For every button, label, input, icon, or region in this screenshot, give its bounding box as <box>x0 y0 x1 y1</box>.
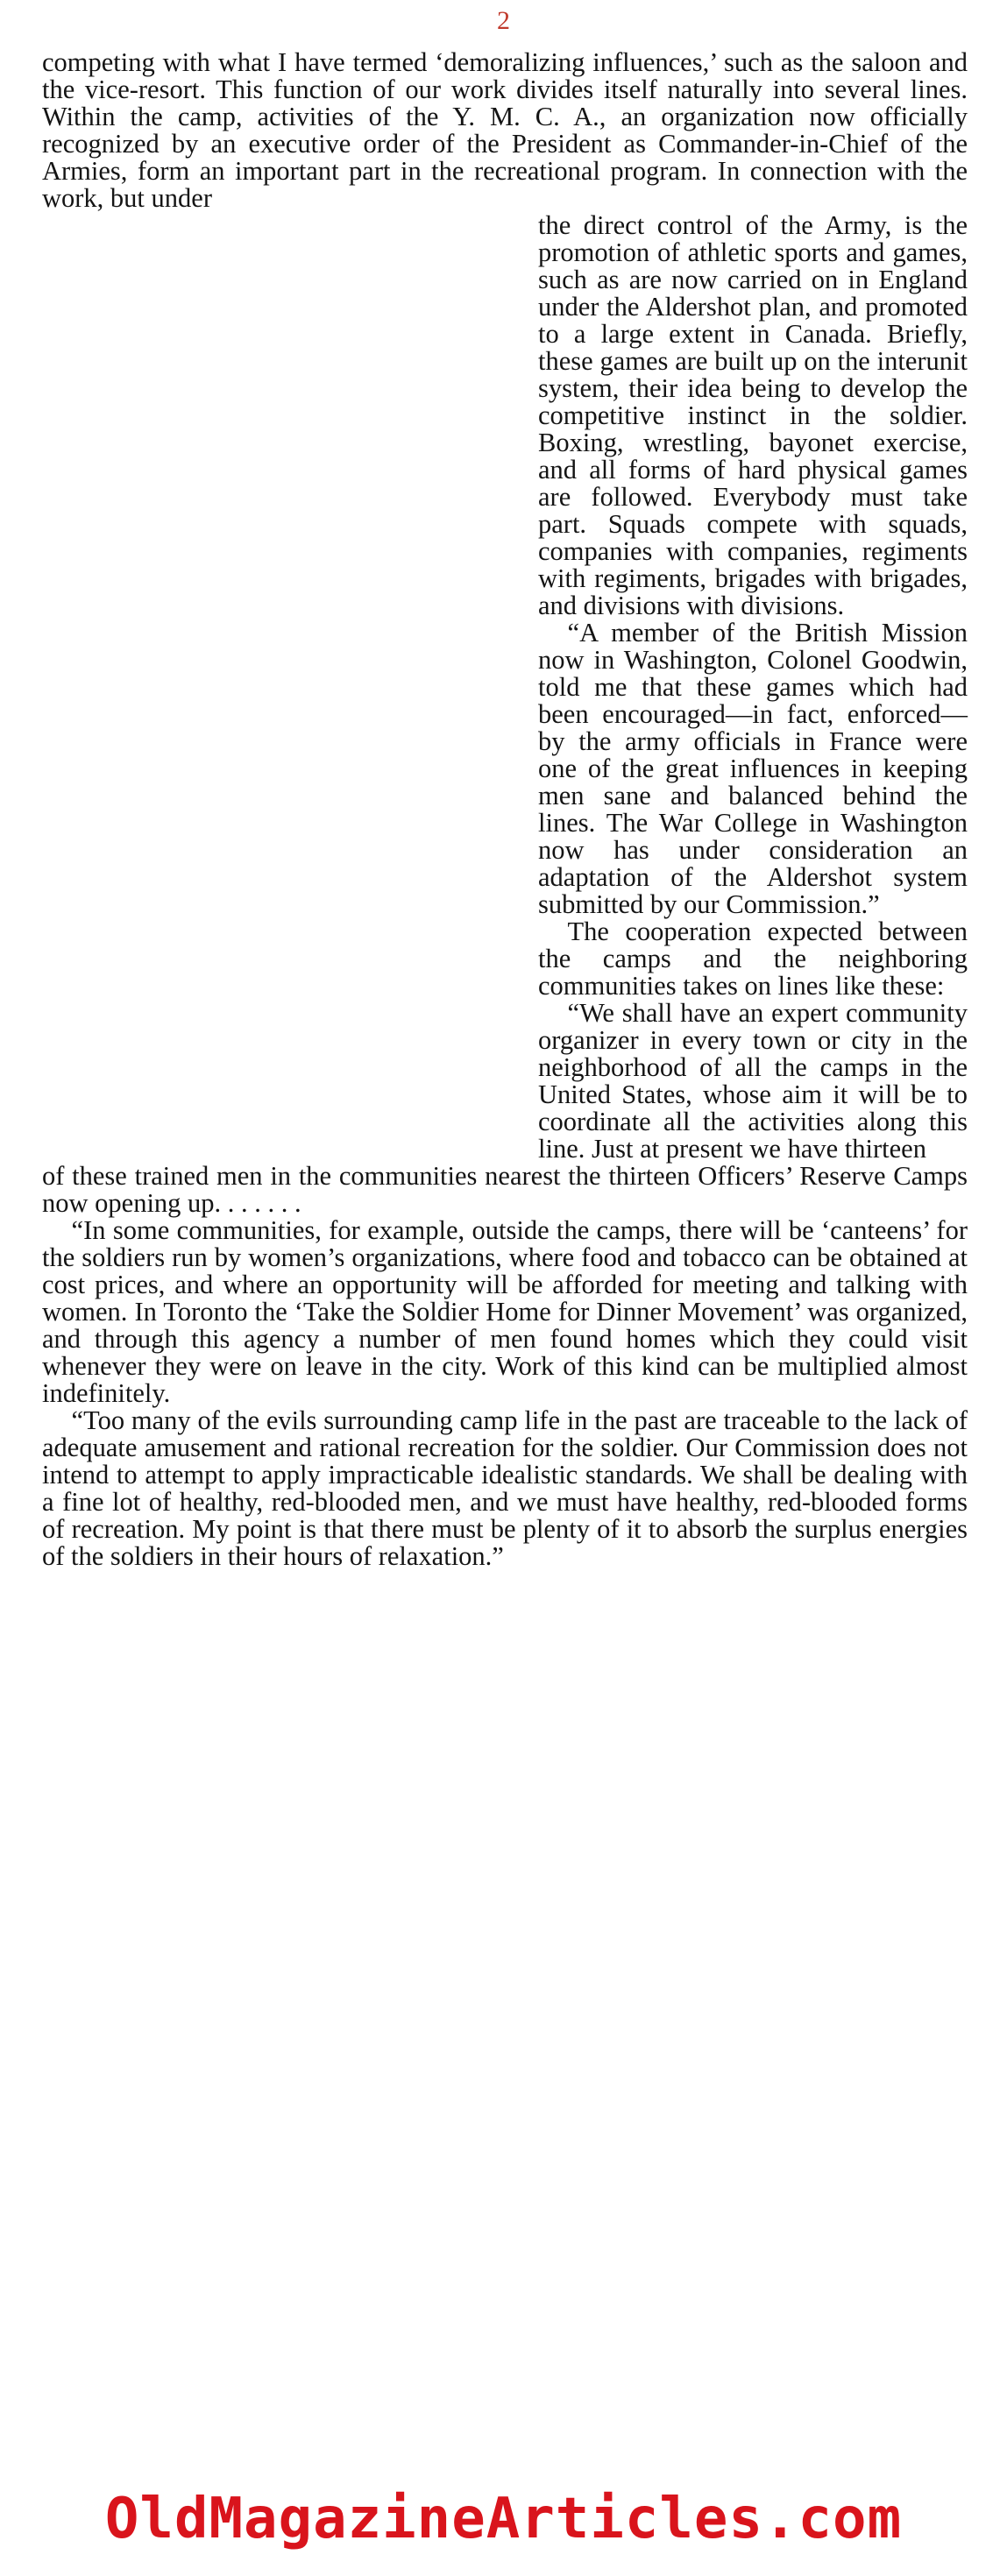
recreation-paragraph: “Too many of the evils surrounding camp life in the past are traceable to the lack of adequate amusement and rational recreation for the soldier. Our Commission does not intend to attempt to apply impracticable idealistic standards. We shall be dealing with a fine lot of healthy, red-blooded men, and we must have healthy, red-blooded forms of recreation. My point is that there must be plenty of it to absorb the surplus energies of the soldiers in their hours of relaxation.” <box>42 1405 968 1571</box>
athletics-paragraph: the direct control of the Army, is the promotion of athletic sports and games, such as are now carried on in England under the Aldershot plan, and promoted to a large extent in Canada. Briefly, these games are built up on the interunit system, their idea being to develop the competitive instinct in the soldier. Boxing, wrestling, bayonet exercise, and all forms of hard physical games are followed. Everybody must take part. Squads compete with squads, companies with companies, regiments with regiments, brigades with brigades, and divisions with divisions. <box>538 210 968 620</box>
british-mission-paragraph: “A member of the British Mission now in Washington, Colonel Goodwin, told me that these games which had been encouraged—in fact, enforced—by the army officials in France were one of the great influences in keeping men sane and balanced behind the lines. The War College in Washington now has under consideration an adaptation of the Aldershot system submitted by our Commission.” <box>538 618 968 919</box>
intro-paragraph: competing with what I have termed ‘demoralizing influences,’ such as the saloon and the vice-resort. This function of our work divides itself naturally into several lines. Within the camp, activities of the Y. M. C. A., an organization now officially recognized by an executive order of the President as Commander-in-Chief of the Armies, form an important part in the recreational program. In connection with the work, but under <box>42 47 968 213</box>
article-body <box>42 49 968 1570</box>
site-watermark[interactable]: OldMagazineArticles.com <box>104 2487 903 2551</box>
community-organizer-paragraph: “We shall have an expert community organizer in every town or city in the neighborhood of all the camps in the United States, whose aim it will be to coordinate all the activities along this line. Just at present we have thirteen <box>538 998 968 1164</box>
full-width-tail <box>42 1163 968 1570</box>
narrow-column <box>538 212 968 1163</box>
page-number: 2 <box>497 6 510 35</box>
cooperation-paragraph: The cooperation expected between the camps and the neighboring communities takes on lines like these: <box>538 916 968 1001</box>
canteens-paragraph: “In some communities, for example, outside the camps, there will be ‘canteens’ for the soldiers run by women’s organizations, where food and tobacco can be obtained at cost prices, and where an opportunity will be afforded for meeting and talking with women. In Toronto the ‘Take the Soldier Home for Dinner Movement’ was organized, and through this agency a number of men found homes which they could visit whenever they were on leave in the city. Work of this kind can be multiplied almost indefinitely. <box>42 1215 968 1408</box>
reserve-camps-paragraph: of these trained men in the communities nearest the thirteen Officers’ Reserve Camps now opening up. . . . . . . <box>42 1161 968 1218</box>
